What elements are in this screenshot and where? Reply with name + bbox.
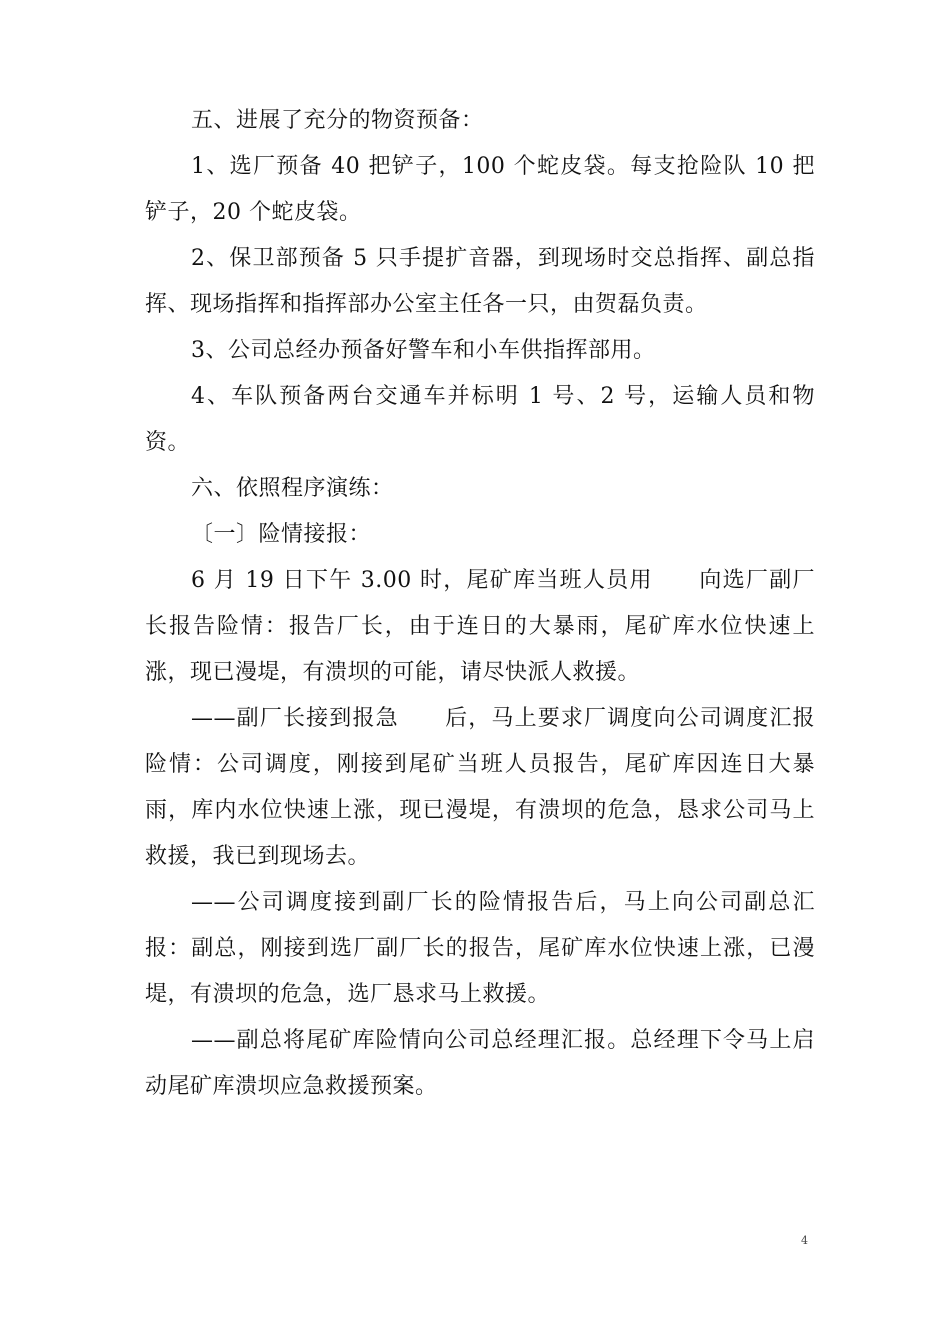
section-heading-materials: 五、进展了充分的物资预备： [191,108,484,133]
section-heading-drill: 六、依照程序演练： [191,476,394,501]
paragraph-item-1: 1、选厂预备 40 把铲子，100 个蛇皮袋。每支抢险队 10 把铲子，20 个蛇皮袋。 [145,154,815,225]
document-body [145,98,815,1110]
paragraph-report-3: ——公司调度接到副厂长的险情报告后，马上向公司副总汇报：副总，刚接到选厂副厂长的报告，尾矿库水位快速上涨，已漫堤，有溃坝的危急，选厂恳求马上救援。 [145,890,815,1007]
page-number: 4 [801,1234,808,1247]
paragraph-item-3: 3、公司总经办预备好警车和小车供指挥部用。 [191,338,656,363]
paragraph-report-2: ——副厂长接到报急 后，马上要求厂调度向公司调度汇报险情：公司调度，刚接到尾矿当班人员报告，尾矿库因连日大暴雨，库内水位快速上涨，现已漫堤，有溃坝的危急，恳求公司马上救援，我已到现场去。 [145,706,815,869]
paragraph-item-4: 4、车队预备两台交通车并标明 1 号、2 号，运输人员和物资。 [145,384,815,455]
paragraph-report-1: 6 月 19 日下午 3.00 时，尾矿库当班人员用 向选厂副厂长报告险情：报告厂长，由于连日的大暴雨，尾矿库水位快速上涨，现已漫堤，有溃坝的可能，请尽快派人救援。 [145,568,815,685]
paragraph-report-4: ——副总将尾矿库险情向公司总经理汇报。总经理下令马上启动尾矿库溃坝应急救援预案。 [145,1028,815,1099]
paragraph-item-2: 2、保卫部预备 5 只手提扩音器，到现场时交总指挥、副总指挥、现场指挥和指挥部办公室主任各一只，由贺磊负责。 [145,246,815,317]
subsection-heading-report: 〔一〕险情接报： [191,522,372,547]
